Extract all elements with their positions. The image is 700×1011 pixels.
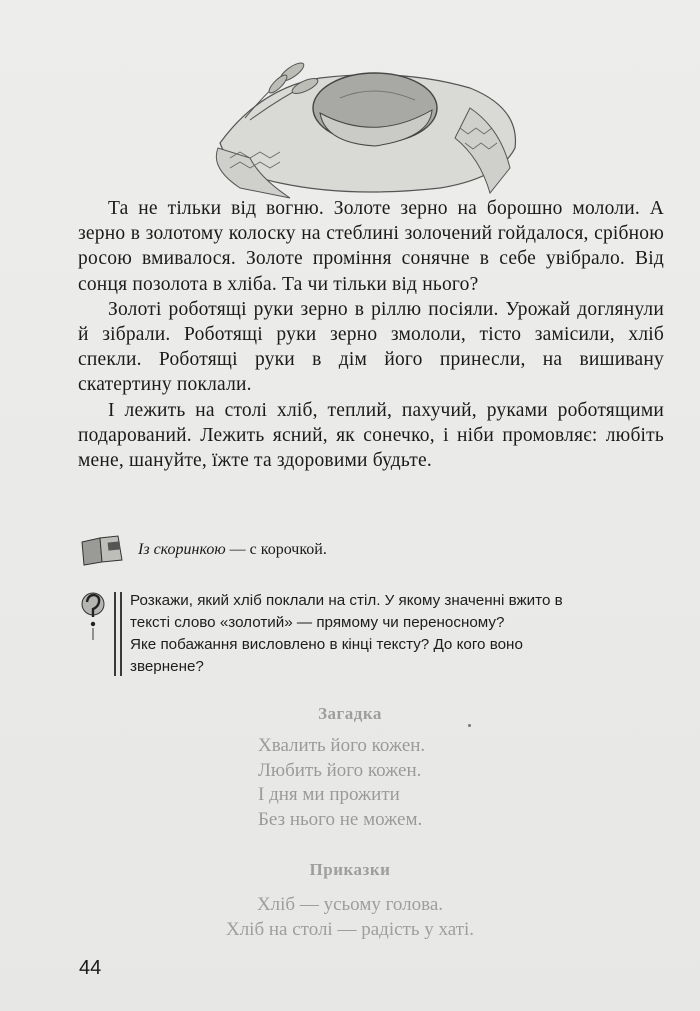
question-line: тексті слово «золотий» — прямому чи переносному? — [130, 614, 505, 631]
proverbs-heading: Приказки — [309, 860, 391, 879]
proverb-line: Хліб на столі — радість у хаті. — [225, 919, 475, 940]
question-mark-icon — [80, 590, 110, 642]
riddle-heading: Загадка — [318, 704, 382, 723]
story-paragraph-3: І лежить на столі хліб, теплий, пахучий, руками роботящими подарований. Лежить ясний, як сонечко, і ніби промовляє: любіть мене, шануйте, їжте та здоровими будьте. — [78, 399, 664, 472]
story-text — [78, 196, 664, 473]
question-text — [130, 590, 670, 678]
story-paragraph-1: Та не тільки від вогню. Золоте зерно на борошно мололи. А зерно в золотому колоску на стеблині золочений гойдалося, срібною росою вмивалося. Золоте проміння сонячне в себе увібрало. Від сонця позолота в хліба. Та чи тільки від нього? — [78, 198, 664, 295]
riddle-poem — [258, 734, 518, 832]
story-paragraph-2: Золоті роботящі руки зерно в ріллю посіяли. Урожай доглянули й зібрали. Роботящі руки зерно змололи, тісто замісили, хліб спекли. Роботящі руки в дім його принесли, на вишивану скатертину поклали. — [78, 298, 664, 396]
vocabulary-note — [78, 532, 664, 568]
proverb-line: Хліб — усьому голова. — [256, 894, 444, 915]
question-line: Яке побажання висловлено в кінці тексту? До кого воно — [130, 636, 523, 653]
question-line: Розкажи, який хліб поклали на стіл. У якому значенні вжито в — [130, 592, 563, 609]
question-line: звернене? — [130, 658, 204, 675]
book-icon — [78, 532, 126, 568]
bread-on-embroidered-towel-illustration — [200, 48, 530, 208]
vocabulary-term: Із скоринкою — [138, 541, 226, 558]
riddle-line: Любить його кожен. — [258, 759, 422, 781]
question-divider — [114, 592, 116, 676]
riddle-line: Хвалить його кожен. — [258, 735, 426, 756]
question-block — [80, 590, 670, 690]
print-speck — [468, 724, 471, 727]
vocabulary-definition: — с корочкой. — [225, 541, 327, 558]
riddle-line: Без нього не можем. — [258, 808, 423, 830]
riddle-line: І дня ми прожити — [258, 784, 400, 805]
page-number: 44 — [79, 957, 102, 979]
question-divider — [120, 592, 122, 676]
